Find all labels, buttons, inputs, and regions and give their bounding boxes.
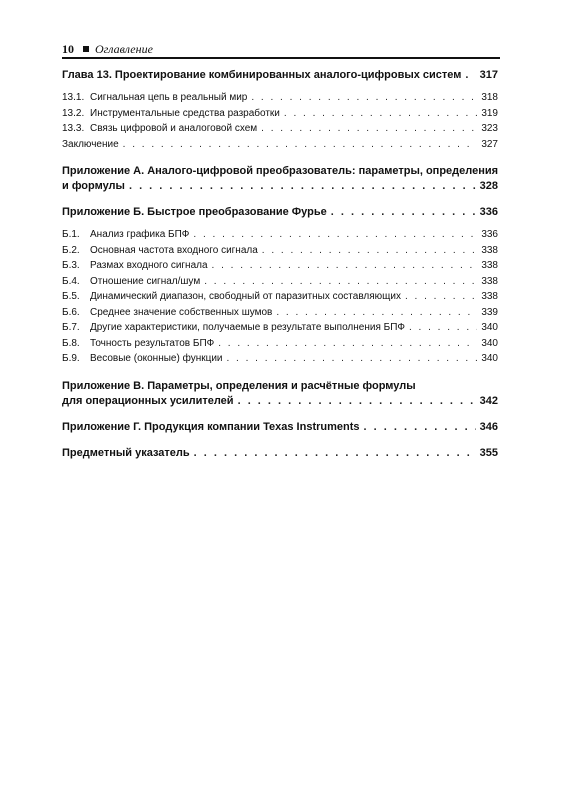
toc-number: Б.8. xyxy=(62,337,80,349)
leader-dots xyxy=(204,274,477,290)
toc-label: Другие характеристики, получаемые в результате выполнения БПФ xyxy=(90,322,405,333)
toc-item[interactable] xyxy=(62,320,498,336)
toc-label: Точность результатов БПФ xyxy=(90,337,215,349)
toc-label: Весовые (оконные) функции xyxy=(90,353,223,364)
leader-dots xyxy=(465,68,475,82)
toc-page: 338 xyxy=(481,291,498,302)
toc-label: Сигнальная цепь в реальный мир xyxy=(90,92,248,103)
toc-page: 336 xyxy=(481,229,498,240)
toc-appendix-a[interactable] xyxy=(62,164,498,193)
toc-page: 323 xyxy=(481,123,498,134)
toc-page: 317 xyxy=(479,69,498,81)
leader-dots xyxy=(364,420,476,434)
toc-page: 340 xyxy=(481,322,498,333)
toc-page: 318 xyxy=(481,92,498,103)
toc-label: Приложение Г. Продукция компании Texas Instruments xyxy=(62,420,360,433)
leader-dots xyxy=(284,106,477,122)
toc-label: Среднее значение собственных шумов xyxy=(90,306,273,318)
toc-index[interactable] xyxy=(62,446,498,460)
leader-dots xyxy=(262,243,478,259)
toc-label: Приложение Б. Быстрое преобразование Фурье xyxy=(62,206,327,218)
toc-page: 340 xyxy=(481,337,498,349)
toc-item-conclusion[interactable] xyxy=(62,137,498,153)
toc-number: Б.1. xyxy=(62,229,80,240)
toc-label: Динамический диапазон, свободный от паразитных составляющих xyxy=(90,291,401,302)
page-number: 10 xyxy=(62,42,74,56)
leader-dots xyxy=(409,320,477,336)
leader-dots xyxy=(261,121,477,137)
toc-chapter-13[interactable] xyxy=(62,68,498,82)
toc-number: 13.1. xyxy=(62,92,85,103)
leader-dots xyxy=(212,258,478,274)
toc-page: 338 xyxy=(481,275,498,287)
toc-page: 338 xyxy=(481,244,498,256)
toc-label: Глава 13. Проектирование комбинированных аналого-цифровых систем xyxy=(62,69,462,81)
toc-number: Б.2. xyxy=(62,244,80,256)
toc-item[interactable] xyxy=(62,305,498,321)
toc-number: Б.7. xyxy=(62,322,80,333)
leader-dots xyxy=(129,179,476,193)
leader-dots xyxy=(331,205,476,219)
leader-dots xyxy=(405,289,477,305)
toc-label-cont: и формулы xyxy=(62,180,125,192)
toc-label: Основная частота входного сигнала xyxy=(90,244,258,256)
toc-label: Инструментальные средства разработки xyxy=(90,107,280,119)
toc-page: 338 xyxy=(481,260,498,271)
toc-page: 339 xyxy=(481,306,498,318)
toc-label: Предметный указатель xyxy=(62,446,190,459)
toc-item[interactable] xyxy=(62,274,498,290)
toc-page: 355 xyxy=(479,446,498,459)
toc-label-cont: для операционных усилителей xyxy=(62,394,234,407)
header-rule xyxy=(62,57,500,59)
running-title: Оглавление xyxy=(95,42,153,56)
toc-appendix-v[interactable] xyxy=(62,379,498,408)
toc-number: 13.3. xyxy=(62,123,85,134)
toc-page: 336 xyxy=(479,206,498,218)
leader-dots xyxy=(123,137,478,153)
leader-dots xyxy=(238,394,476,408)
leader-dots xyxy=(194,446,476,460)
toc-item[interactable] xyxy=(62,336,498,352)
toc-item[interactable] xyxy=(62,90,498,106)
toc-page: 319 xyxy=(481,107,498,119)
toc-number: Б.6. xyxy=(62,306,80,318)
toc-label: Приложение В. Параметры, определения и расчётные формулы xyxy=(62,379,416,392)
square-bullet-icon xyxy=(83,46,89,52)
leader-dots xyxy=(193,227,477,243)
toc-item[interactable] xyxy=(62,121,498,137)
leader-dots xyxy=(218,336,477,352)
toc-page: 340 xyxy=(481,353,498,364)
toc-item[interactable] xyxy=(62,227,498,243)
toc-number: 13.2. xyxy=(62,107,85,119)
leader-dots xyxy=(251,90,477,106)
toc-page: 327 xyxy=(481,138,498,150)
toc-label: Заключение xyxy=(62,138,119,150)
toc-label: Размах входного сигнала xyxy=(90,260,208,271)
toc-page: 342 xyxy=(479,394,498,407)
toc-number: Б.5. xyxy=(62,291,80,302)
toc-item[interactable] xyxy=(62,106,498,122)
toc-label: Анализ графика БПФ xyxy=(90,229,190,240)
toc-label: Приложение А. Аналого-цифровой преобразователь: параметры, определения xyxy=(62,165,499,177)
toc-number: Б.3. xyxy=(62,260,80,271)
toc-label: Связь цифровой и аналоговой схем xyxy=(90,123,258,134)
toc-appendix-g[interactable] xyxy=(62,420,498,434)
toc-item[interactable] xyxy=(62,258,498,274)
toc-item[interactable] xyxy=(62,351,498,367)
toc-page: 328 xyxy=(479,180,498,192)
leader-dots xyxy=(276,305,477,321)
toc-number: Б.4. xyxy=(62,275,80,287)
toc-item[interactable] xyxy=(62,289,498,305)
toc-label: Отношение сигнал/шум xyxy=(90,275,201,287)
leader-dots xyxy=(227,351,478,367)
toc-number: Б.9. xyxy=(62,353,80,364)
toc-page: 346 xyxy=(479,420,498,433)
toc-item[interactable] xyxy=(62,243,498,259)
page-header xyxy=(62,40,500,60)
toc-appendix-b[interactable] xyxy=(62,205,498,219)
table-of-contents xyxy=(62,68,498,460)
